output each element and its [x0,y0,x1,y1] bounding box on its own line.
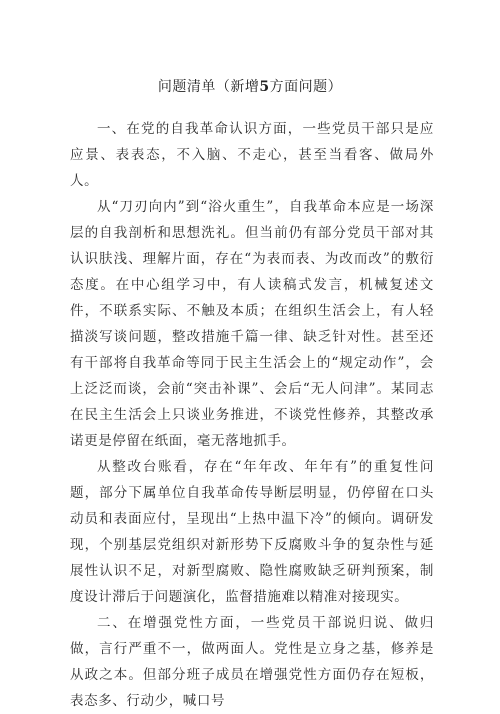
page-title [0,78,500,96]
title-suffix: 方面问题） [269,79,343,95]
paragraph-section-two-heading: 二、在增强党性方面，一些党员干部说归说、做归做，言行严重不一，做两面人。党性是立身之基，修养是从政之本。但部分班子成员在增强党性方面仍存在短板，表态多、行动少，喊口号 [70,615,434,709]
paragraph-section-one-heading: 一、在党的自我革命认识方面，一些党员干部只是应应景、表表态，不入脑、不走心，甚至当看客、做局外人。 [70,121,434,189]
paragraph-self-revolution-analysis: 从“刀刃向内”到“浴火重生”，自我革命本应是一场深层的自我剖析和思想洗礼。但当前仍有部分党员干部对其认识肤浅、理解片面，存在“为表而表、为改而改”的敷衍态度。在中心组学习中，有人读稿式发言，机械复述文件，不联系实际、不触及本质；在组织生活会上，有人轻描淡写谈问题，整改措施千篇一律、缺乏针对性。甚至还有干部将自我革命等同于民主生活会上的“规定动作”，会上泛泛而谈，会前“突击补课”、会后“无人问津”。某同志在民主生活会上只谈业务推进，不谈党性修养，其整改承诺更是停留在纸面，毫无落地抓手。 [70,199,434,449]
document-body [70,116,434,714]
title-number: 5 [259,79,270,95]
title-prefix: 问题清单（新增 [157,79,260,95]
paragraph-rectification-ledger: 从整改台账看，存在“年年改、年年有”的重复性问题，部分下属单位自我革命传导断层明显，仍停留在口头动员和表面应付，呈现出“上热中温下冷”的倾向。调研发现，个别基层党组织对新形势下反腐败斗争的复杂性与延展性认识不足，对新型腐败、隐性腐败缺乏研判预案，制度设计滞后于问题演化，监督措施难以精准对接现实。 [70,459,434,605]
